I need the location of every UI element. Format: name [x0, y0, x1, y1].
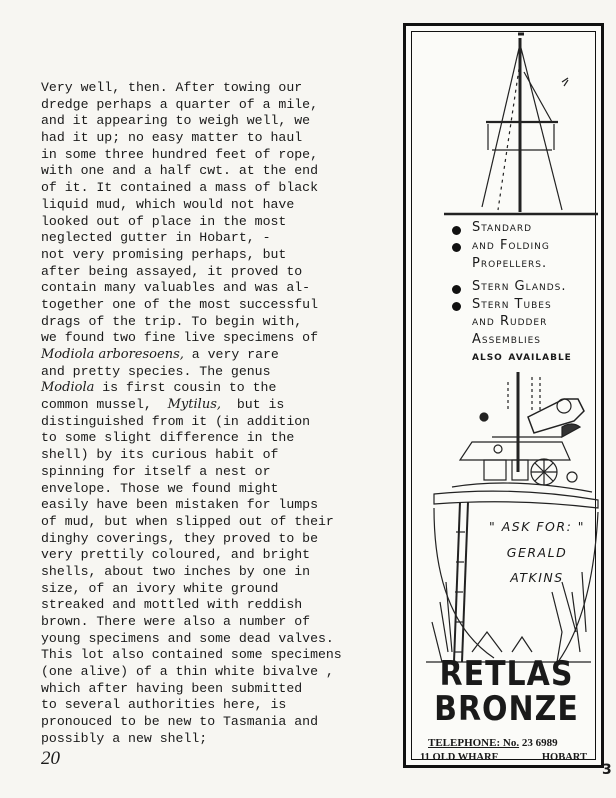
article-line: with one and a half cwt. at the end [41, 163, 318, 179]
ask-for-label: " ASK FOR: " [488, 519, 586, 534]
article-line: young specimens and some dead valves. [41, 630, 334, 646]
genus-name: Modiola [41, 380, 95, 396]
article-line: (one alive) of a thin white bivalve , [41, 664, 334, 680]
article-line: streaked and mottled with reddish [41, 597, 303, 613]
feature-also-available: also available [472, 349, 572, 364]
article-line: brown. There were also a number of [41, 614, 311, 629]
telephone-label: TELEPHONE: No. [428, 737, 520, 749]
article-line: possibly a new shell; [41, 730, 208, 746]
article-line: envelope. Those we found might [41, 480, 279, 496]
article-line: looked out of place in the most [41, 213, 287, 229]
advert-inner-border [411, 31, 596, 763]
article-line: dinghy coverings, they proved to be [41, 530, 318, 546]
article-line: This lot also contained some specimens [41, 647, 342, 663]
article-line: pronouced to be new to Tasmania and [41, 714, 318, 730]
ask-for-name-last: ATKINS [510, 570, 564, 585]
article-line: liquid mud, which would not have [41, 196, 295, 212]
article-line: which after having been submitted [41, 680, 303, 696]
address-line [420, 752, 587, 763]
article-line: together one of the most successful [41, 296, 318, 312]
article-line: to some slight difference in the [41, 430, 295, 446]
article-line: very prettily coloured, and bright [41, 547, 311, 563]
article-line [41, 380, 371, 397]
article-line: shell) by its curious habit of [41, 447, 279, 463]
article-line: spinning for itself a nest or [41, 463, 271, 479]
next-page-number: 3 [602, 762, 612, 778]
article-line: and it appearing to weigh well, we [41, 113, 311, 129]
article-text [41, 80, 371, 748]
species-name: Mytilus, [167, 397, 221, 413]
feature-bullet [452, 243, 461, 252]
article-line: size, of an ivory white ground [41, 580, 279, 596]
article-line: not very promising perhaps, but [41, 246, 287, 262]
article-line: distinguished from it (in addition [41, 413, 311, 429]
article-line: shells, about two inches by one in [41, 563, 311, 579]
feature-propellers: Propellers. [472, 256, 548, 271]
ask-for-name-first: GERALD [506, 545, 568, 560]
article-line: of it. It contained a mass of black [41, 180, 318, 196]
retlas-bronze-advert [403, 23, 604, 768]
article-line: after being assayed, it proved to [41, 263, 303, 279]
address-city: HOBART [541, 752, 587, 763]
article-line: easily have been mistaken for lumps [41, 497, 318, 513]
feature-bullet [452, 285, 461, 294]
brand-name-line1: RETLAS [439, 654, 574, 695]
page-number: 20 [41, 748, 60, 769]
article-line: in some three hundred feet of rope, [41, 146, 318, 162]
feature-stern-glands: Stern Glands. [472, 279, 567, 294]
feature-rudder: and Rudder [472, 314, 548, 329]
article-line: we found two fine live specimens of [41, 330, 318, 346]
article-line: and pretty species. The genus [41, 363, 271, 379]
brand-name-line2: BRONZE [434, 689, 579, 730]
address-street: 11 OLD WHARF [420, 752, 498, 763]
article-line: drags of the trip. To begin with, [41, 313, 303, 329]
article-line [41, 347, 371, 364]
article-line: had it up; no easy matter to haul [41, 130, 303, 146]
article-text-span: but is [221, 397, 285, 413]
article-line: to several authorities here, is [41, 697, 287, 713]
article-text-span: a very rare [183, 347, 279, 362]
species-name: Modiola arboresoens, [41, 347, 184, 362]
article-line: neglected gutter in Hobart, - [41, 230, 271, 246]
feature-folding: and Folding [472, 238, 550, 253]
article-line: Very well, then. After towing our [41, 80, 303, 95]
telephone-number: 23 6989 [521, 737, 558, 749]
feature-stern-tubes: Stern Tubes [472, 297, 552, 312]
article-line: dredge perhaps a quarter of a mile, [41, 96, 318, 112]
article-text-span: is first cousin to the [94, 380, 277, 396]
article-line: of mud, but when slipped out of their [41, 513, 334, 529]
article-line: contain many valuables and was al- [41, 280, 311, 296]
feature-standard: Standard [472, 220, 533, 235]
article-text-span: common mussel, [41, 397, 168, 413]
feature-assemblies: Assemblies [472, 332, 542, 347]
feature-bullet [452, 226, 461, 235]
telephone-line [428, 737, 558, 749]
feature-bullet [452, 302, 461, 311]
article-line [41, 397, 371, 414]
